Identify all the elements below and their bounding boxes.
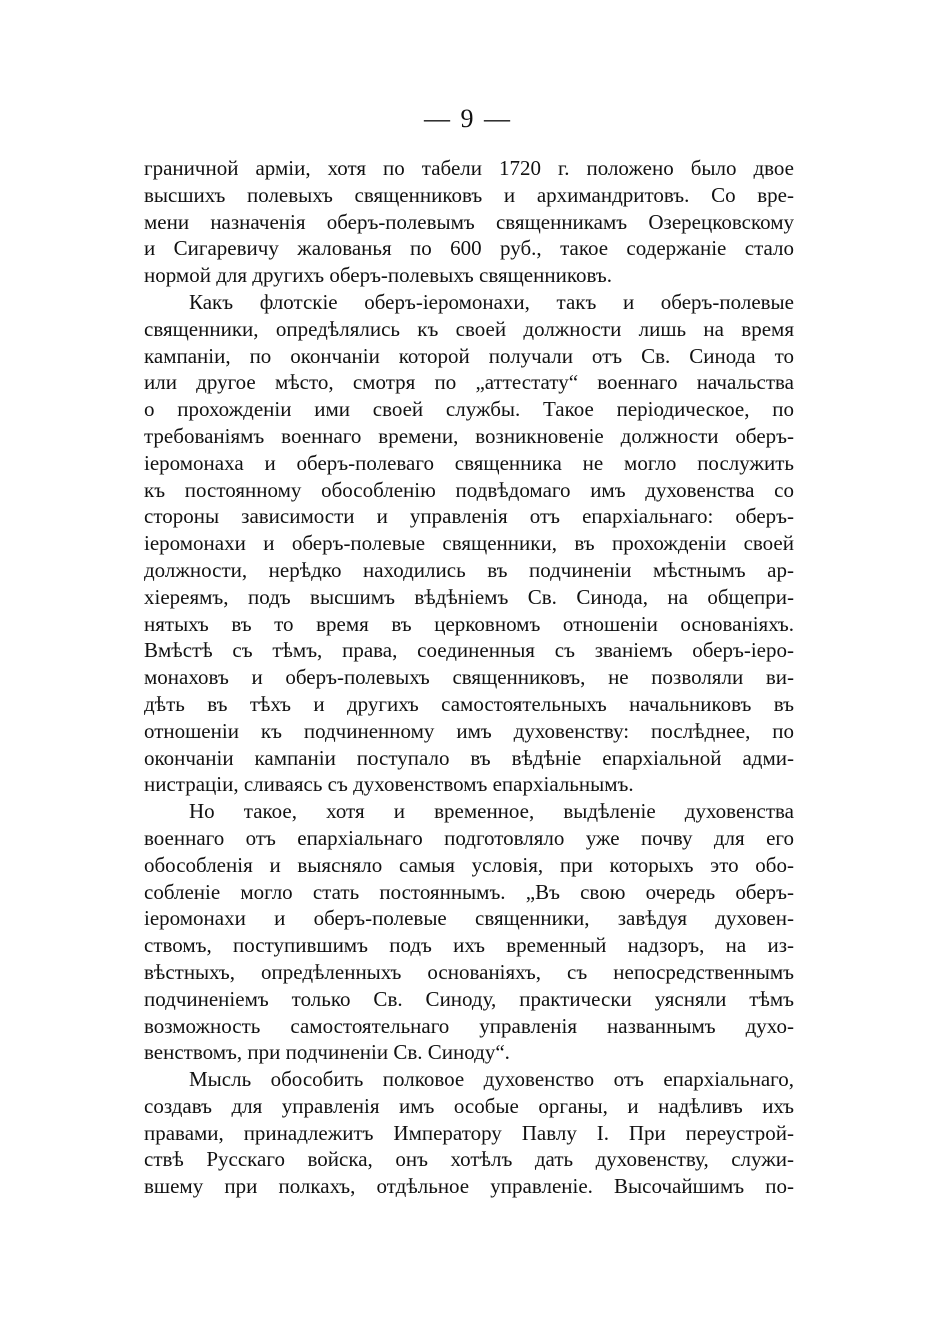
text-line: высшихъ полевыхъ священниковъ и архимандритовъ. Со вре- [144,182,794,207]
text-line: монаховъ и оберъ-полевыхъ священниковъ, не позволяли ви- [144,665,794,690]
text-line: къ постоянному обособленію подвѣдомаго имъ духовенства со [144,477,794,502]
text-line: о прохожденіи ими своей службы. Такое періодическое, по [144,397,794,422]
text-line: Мысль обособить полковое духовенство отъ епархіальнаго, [189,1067,794,1092]
text-line: требованіямъ военнаго времени, возникновеніе должности оберъ- [144,423,794,448]
page-body [144,155,794,1200]
paragraph [144,1066,794,1200]
text-line: іеромонахи и оберъ-полевые священники, въ прохожденіи своей [144,531,794,556]
text-line: и Сигаревичу жалованья по 600 руб., такое содержаніе стало [144,236,794,261]
text-line: мени назначенія оберъ-полевымъ священникамъ Озерецковскому [144,209,794,234]
text-line: должности, нерѣдко находились въ подчиненіи мѣстнымъ ар- [144,557,794,582]
text-line: граничной арміи, хотя по табели 1720 г. положено было двое [144,156,794,180]
paragraph [144,798,794,1066]
text-line: Но такое, хотя и временное, выдѣленіе духовенства [189,799,794,824]
text-line: собленіе могло стать постояннымъ. „Въ свою очередь оберъ- [144,879,794,904]
text-line: возможность самостоятельнаго управленія названнымъ духо- [144,1013,794,1038]
text-line: подчиненіемъ только Св. Синоду, практически уясняли тѣмъ [144,986,794,1011]
text-line: ствѣ Русскаго войска, онъ хотѣлъ дать духовенству, служи- [144,1147,794,1172]
text-line: вѣстныхъ, опредѣленныхъ основаніяхъ, съ непосредственнымъ [144,959,794,984]
text-line: Вмѣстѣ съ тѣмъ, права, соединенныя съ званіемъ оберъ-іеро- [144,638,794,663]
text-line: хіереямъ, подъ высшимъ вѣдѣніемъ Св. Синода, на общепри- [144,584,794,609]
text-line: вшему при полкахъ, отдѣльное управленіе. Высочайшимъ по- [144,1174,794,1199]
text-line: или другое мѣсто, смотря по „аттестату“ военнаго начальства [144,370,794,395]
text-line: іеромонахи и оберъ-полевые священники, завѣдуя духовен- [144,906,794,931]
text-line: нистраціи, сливаясь съ духовенствомъ епархіальнымъ. [144,772,634,797]
text-line: стороны зависимости и управленія отъ епархіальнаго: оберъ- [144,504,794,529]
text-line: создавъ для управленія имъ особые органы, и надѣливъ ихъ [144,1093,794,1118]
text-line: нормой для другихъ оберъ-полевыхъ священниковъ. [144,263,612,288]
text-line: окончаніи кампаніи поступало въ вѣдѣніе епархіальной адми- [144,745,794,770]
text-line: отношеніи къ подчиненному имъ духовенству: послѣднее, по [144,718,794,743]
text-line: Какъ флотскіе оберъ-іеромонахи, такъ и оберъ-полевые [189,289,794,314]
paragraph [144,289,794,798]
text-line: военнаго отъ епархіальнаго подготовляло уже почву для его [144,825,794,850]
text-line: дѣть въ тѣхъ и другихъ самостоятельныхъ начальниковъ въ [144,691,794,716]
text-line: правами, принадлежитъ Императору Павлу I. При переустрой- [144,1120,794,1145]
page-number: — 9 — [424,104,512,133]
text-line: ствомъ, поступившимъ подъ ихъ временный надзоръ, на из- [144,933,794,958]
text-line: іеромонаха и оберъ-полеваго священника не могло послужить [144,450,794,475]
paragraph [144,155,794,289]
text-line: обособленія и выясняло самыя условія, при которыхъ это обо- [144,852,794,877]
text-line: священники, опредѣлялись къ своей должности лишь на время [144,316,794,341]
text-line: нятыхъ въ то время въ церковномъ отношеніи основаніяхъ. [144,611,794,636]
text-line: венствомъ, при подчиненіи Св. Синоду“. [144,1040,510,1065]
text-line: кампаніи, по окончаніи которой получали отъ Св. Синода то [144,343,794,368]
